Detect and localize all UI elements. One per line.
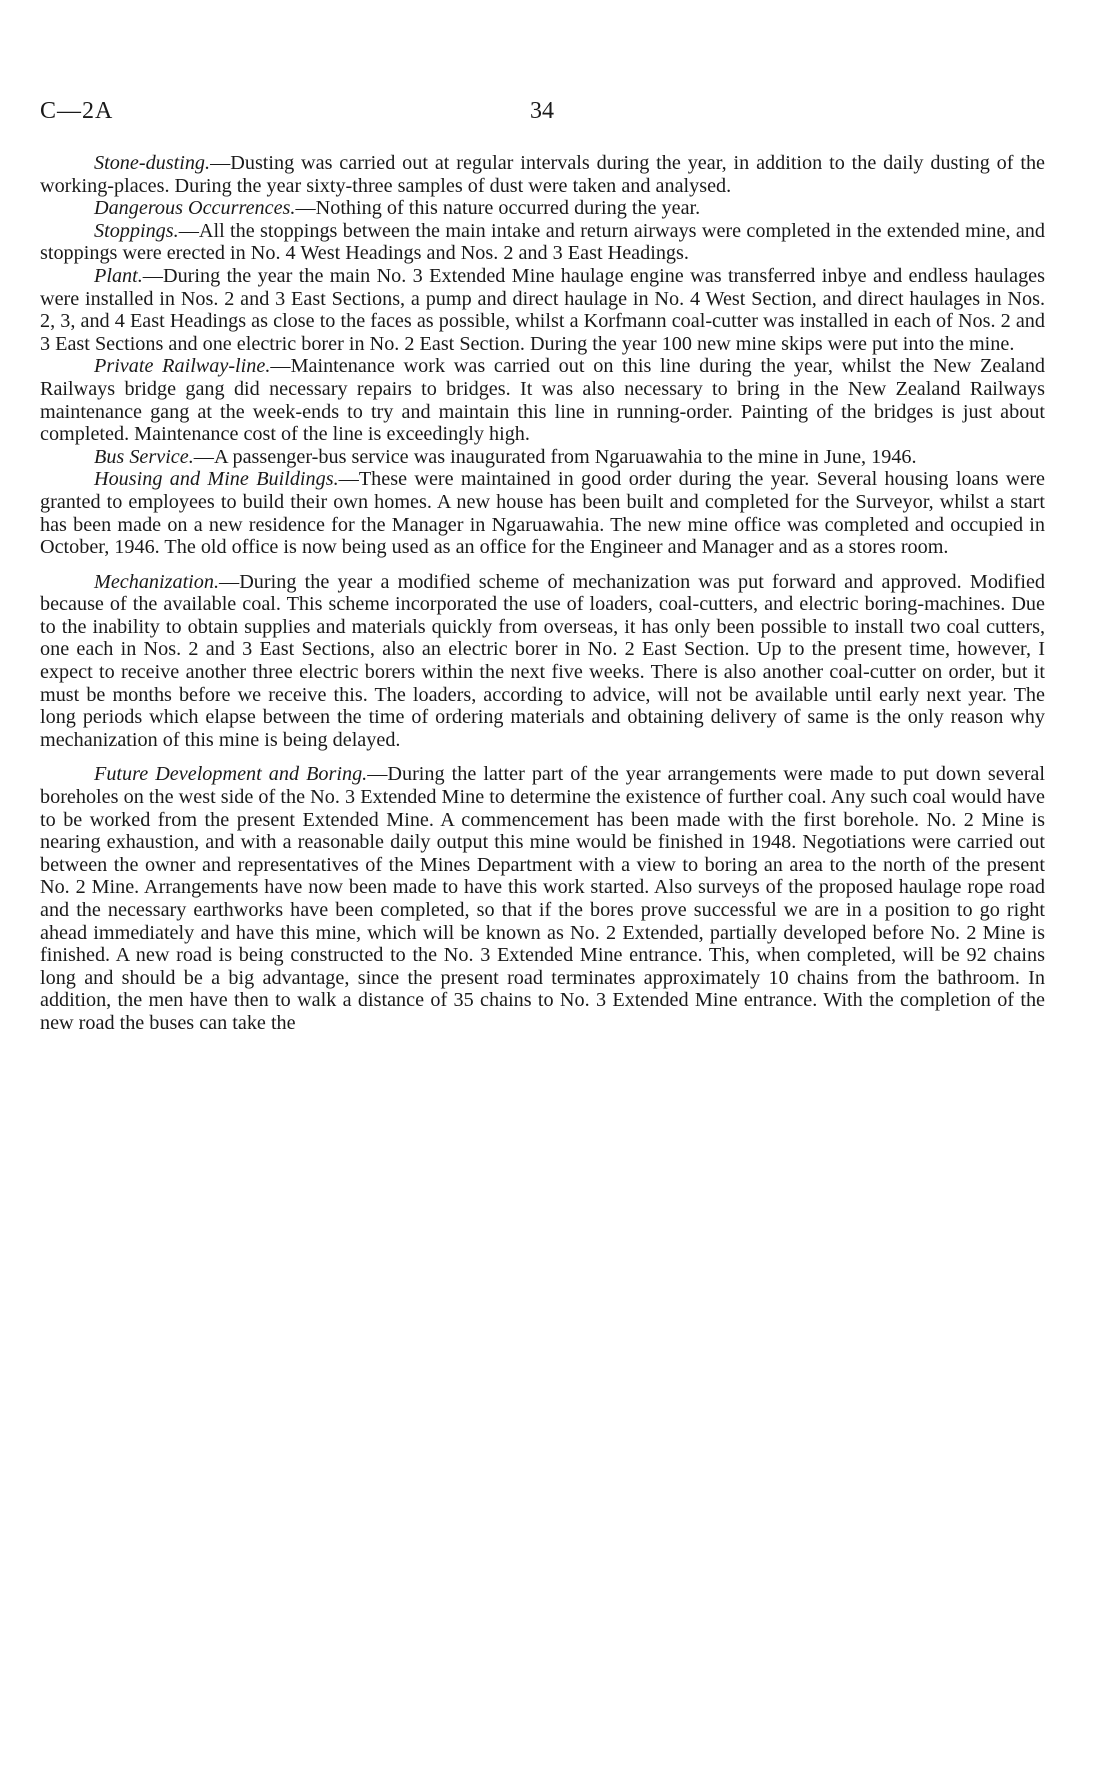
paragraph-heading: Housing and Mine Buildings.: [94, 468, 339, 491]
document-body: [40, 152, 1045, 1035]
paragraph-heading: Mechanization.: [94, 570, 220, 593]
paragraph-text: —A passenger-bus service was inaugurated from Ngaruawahia to the mine in June, 1946.: [193, 445, 917, 468]
paragraph-text: —Maintenance work was carried out on this line during the year, whilst the New Zealand Railways bridge gang did necessary repairs to bridges. It was also necessary to bring in the New Zealand Railways maintenance gang at the week-ends to try and maintain this line in running-order. Painting of the bridges is just about completed. Maintenance cost of the line is exceedingly high.: [40, 355, 1046, 446]
paragraph-text: —Dusting was carried out at regular intervals during the year, in addition to the daily dusting of the working-places. During the year sixty-three samples of dust were taken and analysed.: [40, 152, 1045, 197]
paragraph-text: —During the latter part of the year arrangements were made to put down several boreholes on the west side of the No. 3 Extended Mine to determine the existence of further coal. Any such coal would have to be worked from the present Extended Mine. A commencement has been made with the first borehole. No. 2 Mine is nearing exhaustion, and with a reasonable daily output this mine would be finished in 1948. Negotiations were carried out between the owner and representatives of the Mines Department with a view to boring an area to the north of the present No. 2 Mine. Arrangements have now been made to have this work started. Also surveys of the proposed haulage rope road and the necessary earthworks have been completed, so that if the bores prove successful we are in a position to go right ahead immediately and have this mine, which will be known as No. 2 Extended, partially developed before No. 2 Mine is finished. A new road is being constructed to the No. 3 Extended Mine entrance. This, when completed, will be 92 chains long and should be a big advantage, since the present road terminates approximately 10 chains from the bathroom. In addition, the men have then to walk a distance of 35 chains to No. 3 Extended Mine entrance. With the completion of the new road the buses can take the: [40, 763, 1045, 1034]
document-reference: C—2A: [40, 98, 114, 124]
page-number: 34: [530, 98, 554, 124]
paragraph-plant: [40, 265, 1045, 355]
paragraph-heading: Private Railway-line.: [94, 355, 271, 378]
paragraph-private-railway: [40, 355, 1045, 445]
paragraph-text: —Nothing of this nature occurred during the year.: [295, 197, 701, 220]
document-page: [40, 98, 1045, 1035]
paragraph-text: —During the year a modified scheme of mechanization was put forward and approved. Modified because of the available coal. This scheme incorporated the use of loaders, coal-cutters, and electric boring-machines. Due to the inability to obtain supplies and materials quickly from overseas, it has only been possible to install two coal cutters, one each in Nos. 2 and 3 East Sections, also an electric borer in No. 2 East Section. Up to the present time, however, I expect to receive another three electric borers within the next five weeks. There is also another coal-cutter on order, but it must be months before we receive this. The loaders, according to advice, will not be available until early next year. The long periods which elapse between the time of ordering materials and obtaining delivery of same is the only reason why mechanization of this mine is being delayed.: [40, 570, 1045, 751]
paragraph-housing: [40, 468, 1045, 558]
page-header: [40, 98, 1045, 138]
paragraph-dangerous-occurrences: [40, 197, 1045, 220]
paragraph-future-development: [40, 763, 1045, 1034]
paragraph-heading: Dangerous Occurrences.: [94, 197, 296, 220]
paragraph-bus-service: [40, 446, 1045, 469]
paragraph-stone-dusting: [40, 152, 1045, 197]
paragraph-heading: Bus Service.: [94, 445, 194, 468]
paragraph-heading: Stoppings.: [94, 219, 179, 242]
paragraph-stoppings: [40, 220, 1045, 265]
paragraph-heading: Future Development and Boring.: [94, 763, 368, 786]
paragraph-heading: Plant.: [94, 264, 143, 287]
paragraph-mechanization: [40, 571, 1045, 752]
paragraph-text: —These were maintained in good order during the year. Several housing loans were granted to employees to build their own homes. A new house has been built and completed for the Surveyor, whilst a start has been made on a new residence for the Manager in Ngaruawahia. The new mine office was completed and occupied in October, 1946. The old office is now being used as an office for the Engineer and Manager and as a stores room.: [40, 468, 1046, 559]
paragraph-heading: Stone-dusting.: [94, 152, 211, 174]
paragraph-text: —All the stoppings between the main intake and return airways were completed in the extended mine, and stoppings were erected in No. 4 West Headings and Nos. 2 and 3 East Headings.: [40, 219, 1045, 265]
paragraph-text: —During the year the main No. 3 Extended Mine haulage engine was transferred inbye and endless haulages were installed in Nos. 2 and 3 East Sections, a pump and direct haulage in No. 4 West Section, and direct haulages in Nos. 2, 3, and 4 East Headings as close to the faces as possible, whilst a Korfmann coal-cutter was installed in each of Nos. 2 and 3 East Sections and one electric borer in No. 2 East Section. During the year 100 new mine skips were put into the mine.: [40, 264, 1045, 355]
